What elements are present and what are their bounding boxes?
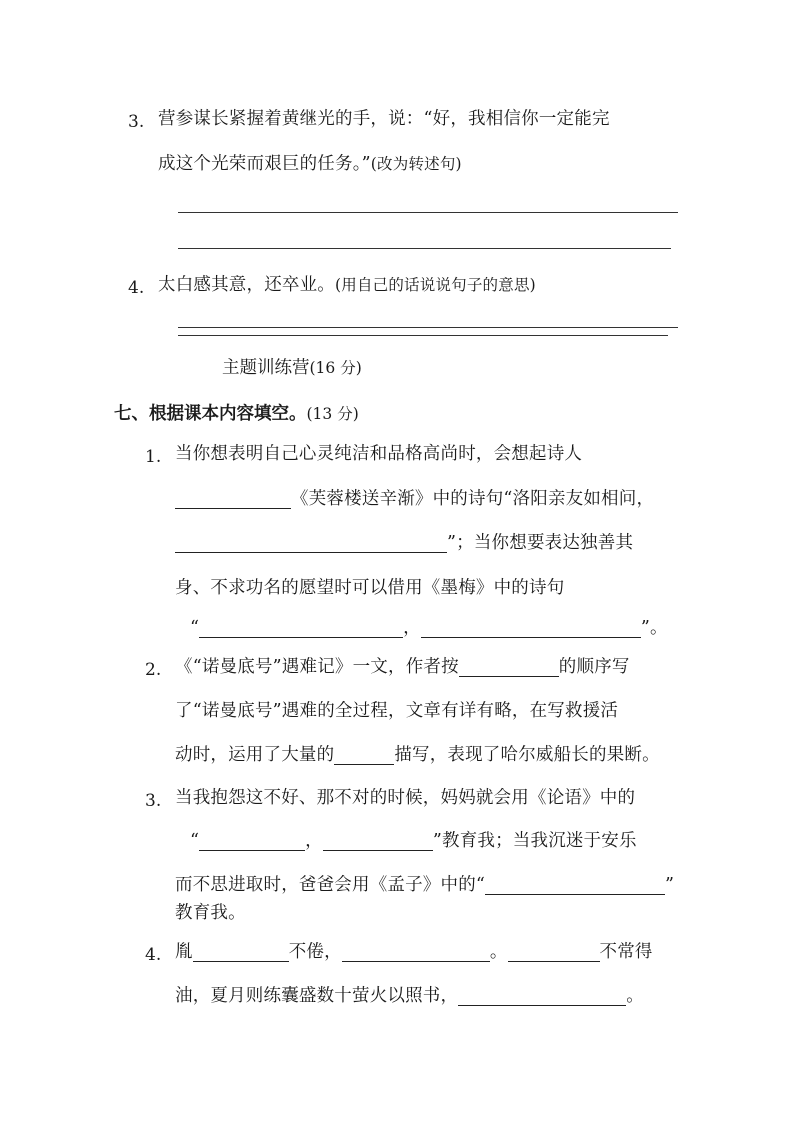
answer-line[interactable] (178, 248, 671, 249)
s7-q3-comma: ， (305, 831, 323, 852)
s7-q2-line-2: 了“诺曼底号”遇难的全过程，文章有详有略，在写救援活 (175, 701, 619, 721)
fill-in-blank[interactable] (342, 944, 490, 962)
question-4-line-1 (158, 277, 536, 295)
s7-q1-line-3-text: ”；当你想要表达独善其 (447, 533, 634, 554)
s7-q2-line-3-a: 动时，运用了大量的 (175, 745, 335, 766)
open-quote: “ (190, 831, 200, 852)
s7-q4-line-1-d: 不常得 (599, 942, 653, 963)
question-3-line-1: 营参谋长紧握着黄继光的手，说：“好，我相信你一定能完 (158, 109, 610, 129)
s7-q1-line-3 (175, 535, 633, 553)
s7-q2-line-1 (175, 659, 630, 677)
question-3-instruction: (改为转述句) (370, 155, 462, 173)
line5-comma: ， (403, 618, 421, 639)
s7-q4-line-2 (175, 988, 644, 1006)
fill-in-blank[interactable] (175, 535, 447, 553)
s7-q2-line-3-b: 描写，表现了哈尔威船长的果断。 (394, 745, 660, 766)
s7-q3-line-2-after: ”教育我；当我沉迷于安乐 (432, 831, 637, 852)
s7-q3-line-2 (190, 833, 637, 851)
s7-q1-line-5 (190, 620, 668, 638)
s7-q2-line-3 (175, 747, 660, 765)
open-quote: “ (190, 618, 200, 639)
fill-in-blank[interactable] (323, 833, 433, 851)
question-3-line-2-text: 成这个光荣而艰巨的任务。” (158, 154, 371, 174)
fill-in-blank[interactable] (199, 620, 403, 638)
s7-q3-line-1: 当我抱怨这不好、那不对的时候，妈妈就会用《论语》中的 (175, 788, 636, 808)
s7-q4-line-2-a: 油，夏月则练囊盛数十萤火以照书， (175, 986, 459, 1007)
fill-in-blank[interactable] (175, 491, 291, 509)
question-4-text: 太白感其意，还卒业。 (158, 275, 335, 295)
s7-q2-line-1-a: 《“诺曼底号”遇难记》一文，作者按 (175, 657, 459, 678)
close-quote: ”。 (640, 618, 668, 639)
training-banner (222, 354, 362, 379)
s7-q3-line-3 (175, 877, 674, 895)
question-number: 1. (145, 447, 162, 467)
section-seven-points: (13 分) (306, 405, 359, 423)
question-3-line-2 (158, 156, 462, 174)
s7-q4-line-1-b: 不倦， (288, 942, 342, 963)
s7-q1-line-4: 身、不求功名的愿望时可以借用《墨梅》中的诗句 (175, 578, 565, 598)
fill-in-blank[interactable] (334, 747, 394, 765)
s7-q1-line-2-text: 《芙蓉楼送辛渐》中的诗句“洛阳亲友如相问， (291, 489, 655, 510)
answer-line[interactable] (178, 212, 678, 213)
s7-q1-line-1: 当你想表明自己心灵纯洁和品格高尚时，会想起诗人 (175, 444, 583, 464)
question-number: 4. (128, 278, 145, 298)
fill-in-blank[interactable] (508, 944, 600, 962)
question-number: 4. (145, 945, 162, 965)
s7-q1-line-2 (175, 491, 654, 509)
s7-q3-line-3-a: 而不思进取时，爸爸会用《孟子》中的“ (175, 875, 486, 896)
question-number: 3. (145, 791, 162, 811)
training-banner-points: (16 分) (309, 359, 362, 377)
question-number: 2. (145, 660, 162, 680)
training-banner-label: 主题训练营 (222, 358, 310, 378)
fill-in-blank[interactable] (485, 877, 665, 895)
fill-in-blank[interactable] (458, 988, 626, 1006)
s7-q4-line-1-a: 胤 (175, 942, 193, 963)
section-divider (178, 335, 668, 336)
question-4-instruction: (用自己的话说说句子的意思) (335, 276, 536, 294)
s7-q3-line-4: 教育我。 (175, 903, 246, 923)
s7-q4-line-2-b: 。 (626, 986, 644, 1007)
fill-in-blank[interactable] (193, 944, 289, 962)
s7-q3-line-3-b: ” (665, 875, 675, 896)
fill-in-blank[interactable] (199, 833, 305, 851)
section-seven-heading (114, 400, 359, 425)
question-number: 3. (128, 112, 145, 132)
s7-q2-line-1-b: 的顺序写 (558, 657, 630, 678)
section-seven-title: 七、根据课本内容填空。 (114, 404, 307, 424)
fill-in-blank[interactable] (459, 659, 559, 677)
s7-q4-line-1-c: 。 (489, 942, 508, 963)
s7-q4-line-1 (175, 944, 653, 962)
answer-line[interactable] (178, 327, 678, 328)
fill-in-blank[interactable] (421, 620, 641, 638)
